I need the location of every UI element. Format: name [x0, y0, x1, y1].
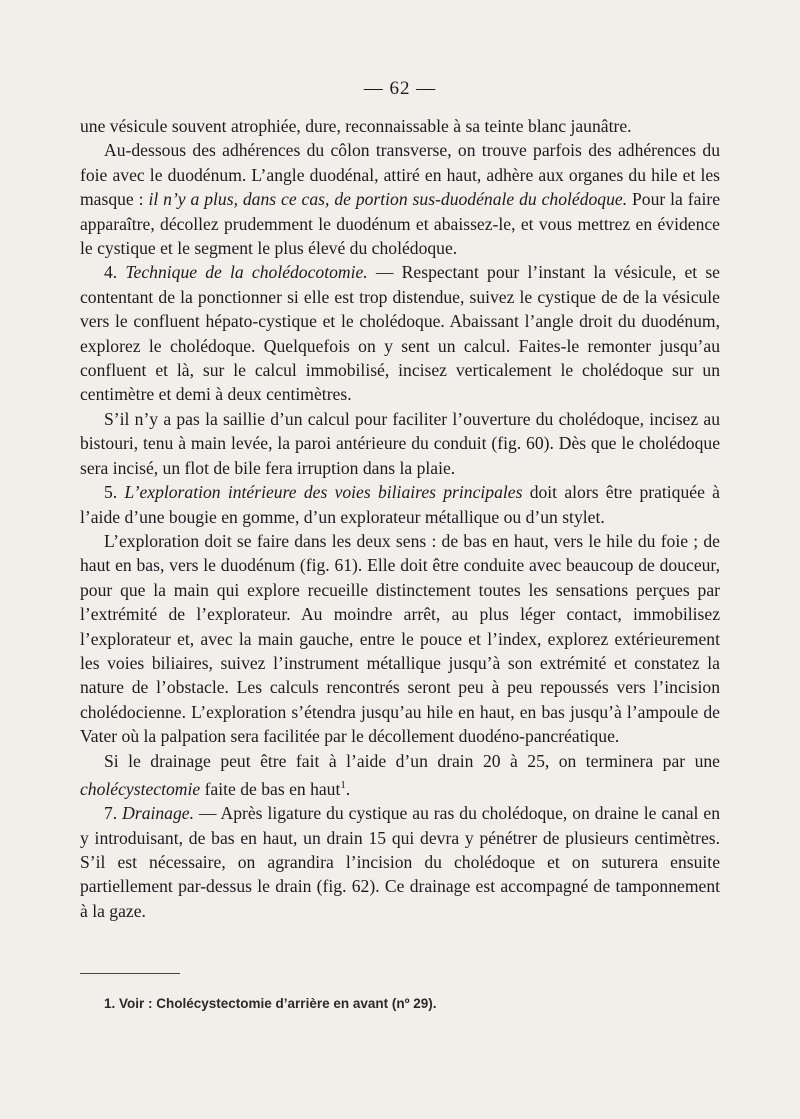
paragraph-technique-text: — Respectant pour l’instant la vésicule, et se contentant de la ponctionner si elle est trop distendue, suivez le cystique de de la vésicule vers le confluent hépato-cystique et le cholédoque. Abaissant l’angle droit du duodénum, explorez le cholédoque. Quelquefois on y sent un calcul. Faites-le remonter jusqu’au confluent et là, sur le calcul immobilisé, incisez verticalement le cholédoque sur un centimètre et demi à deux centimètres.: [80, 262, 720, 405]
paragraph-exploration-detail: L’exploration doit se faire dans les deux sens : de bas en haut, vers le hile du foie ; de haut en bas, vers le duodénum (fig. 61). Elle doit être conduite avec beaucoup de douceur, pour que la main qui explore recueille distinctement toutes les sensations perçues par l’extrémité de l’explorateur. Au moindre arrêt, au plus léger contact, immobilisez l’explorateur et, avec la main gauche, entre le pouce et l’index, explorez extérieurement les voies biliaires, suivez l’instrument métallique jusqu’à son extrémité et constatez la nature de l’obstacle. Les calculs rencontrés seront peu à peu repoussés vers l’incision cholédocienne. L’exploration s’étendra jusqu’au hile en haut, en bas jusqu’à l’ampoule de Vater où la palpation sera facilitée par le décollement duodéno-pancréatique.: [80, 530, 720, 747]
paragraph-drainage-intro-a: Si le drainage peut être fait à l’aide d’un drain 20 à 25, on terminera par une: [104, 750, 720, 771]
page-body: [80, 114, 720, 923]
paragraph-incision: S’il n’y a pas la saillie d’un calcul pour faciliter l’ouverture du cholédoque, incisez au bistouri, tenu à main levée, la paroi antérieure du conduit (fig. 60). Dès que le cholédoque sera incisé, un flot de bile fera irruption dans la plaie.: [80, 408, 720, 478]
paragraph-technique: [80, 260, 720, 406]
paragraph-drainage: [80, 801, 720, 923]
paragraph-2-emphasis: il n’y a plus, dans ce cas, de portion sus-duodénale du cholédoque.: [148, 189, 628, 210]
paragraph-1: une vésicule souvent atrophiée, dure, reconnaissable à sa teinte blanc jaunâtre.: [80, 116, 632, 136]
footnote-marker: 1: [340, 778, 346, 791]
section-title-exploration: L’exploration intérieure des voies biliaires principales: [124, 482, 523, 503]
page-number: — 62 —: [363, 78, 437, 99]
section-number-7: 7.: [104, 803, 123, 824]
section-title-technique: Technique de la cholédocotomie.: [125, 262, 368, 283]
paragraph-drainage-intro: [80, 749, 720, 802]
section-title-drainage: Drainage.: [122, 803, 194, 824]
section-number-4: 4.: [104, 262, 126, 283]
paragraph-2: [80, 138, 720, 260]
footnote-divider: [80, 973, 180, 974]
paragraph-exploration: [80, 480, 720, 529]
paragraph-drainage-text: — Après ligature du cystique au ras du cholédoque, on draine le canal en y introduisant, de bas en haut, un drain 15 qui devra y pénétrer de plusieurs centimètres. S’il est nécessaire, on agrandira l’incision du cholédoque et on suturera ensuite partiellement par-dessus le drain (fig. 62). Ce drainage est accompagné de tamponnement à la gaze.: [80, 803, 720, 921]
paragraph-2-text-a: Au-dessous des adhérences du côlon transverse, on trouve parfois des adhérences du foie avec le duodénum. L’angle duodénal, attiré en haut, adhère aux organes du hile et les masque :: [80, 140, 720, 210]
section-number-5: 5.: [104, 482, 125, 503]
paragraph-drainage-intro-b: faite de bas en haut: [200, 778, 341, 799]
paragraph-exploration-text: doit alors être pratiquée à l’aide d’une bougie en gomme, d’un explorateur métallique ou d’un stylet.: [80, 482, 720, 527]
term-cholecystectomie: cholécystectomie: [80, 778, 201, 799]
paragraph-2-text-b: Pour la faire apparaître, décollez prudemment le duodénum et abaissez-le, et vous mettrez en évidence le cystique et le segment le plus élevé du cholédoque.: [80, 189, 721, 259]
footnote: 1. Voir : Cholécystectomie d’arrière en avant (nº 29).: [104, 996, 437, 1011]
paragraph-drainage-intro-c: .: [345, 778, 351, 799]
